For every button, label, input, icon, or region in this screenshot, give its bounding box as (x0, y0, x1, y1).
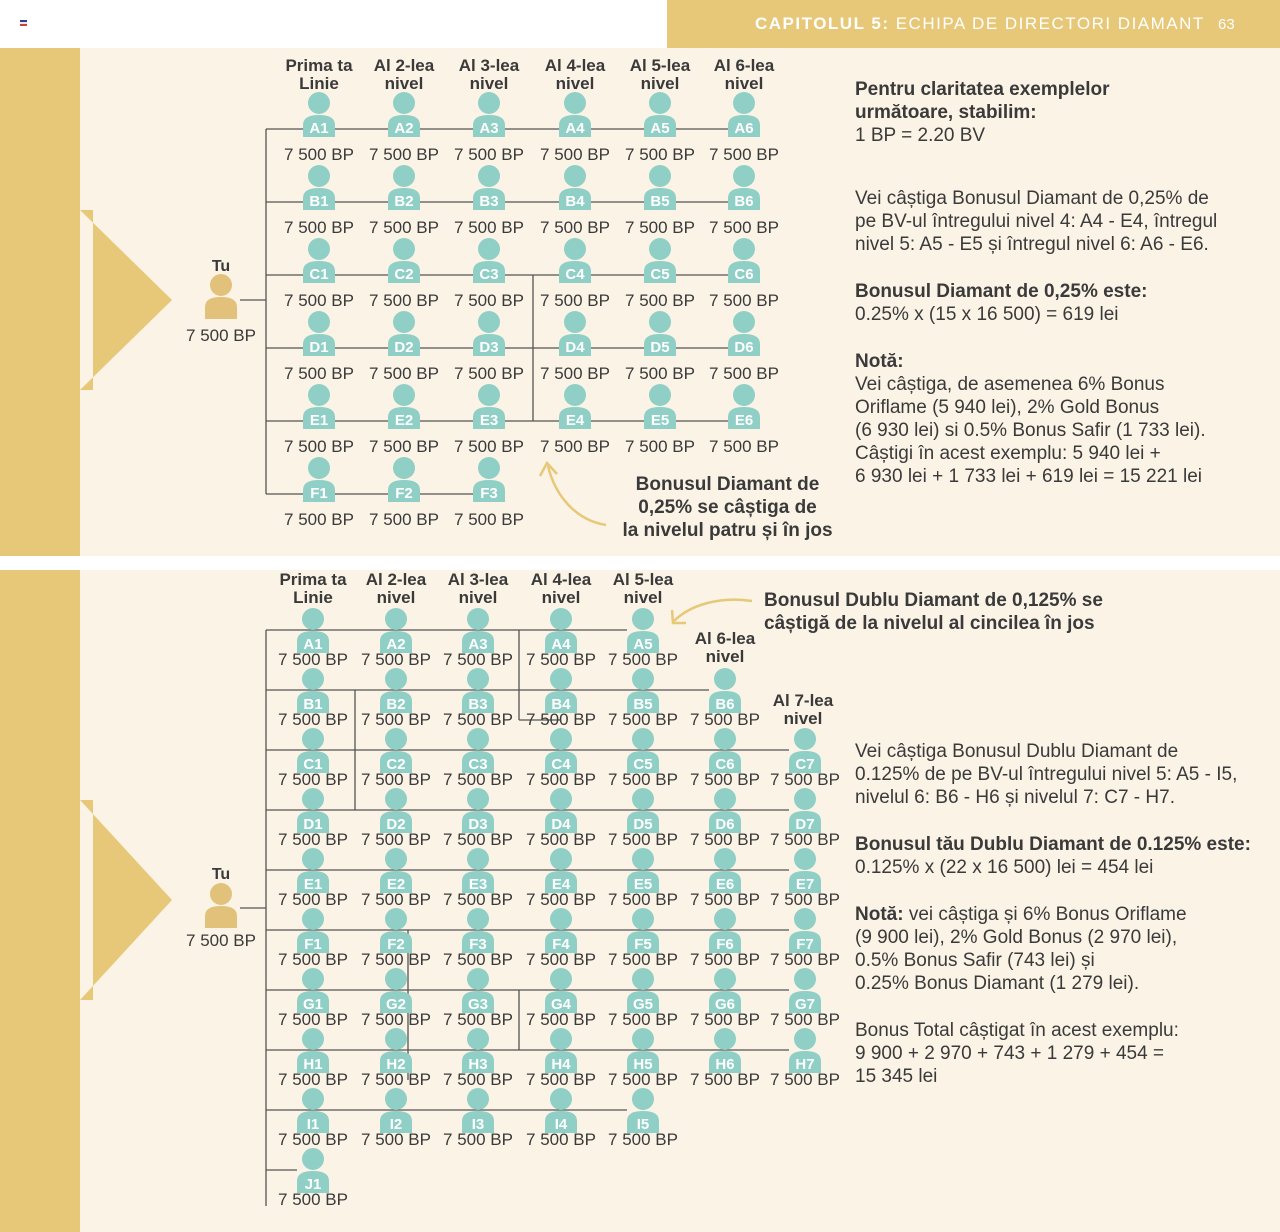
member-node-icon (789, 968, 821, 1013)
member-bp: 7 500 BP (278, 1130, 348, 1149)
member-node-icon (559, 311, 591, 356)
node-label: C2 (386, 756, 406, 773)
node-label: B4 (565, 193, 585, 210)
node-label: B4 (551, 696, 571, 713)
member-bp: 7 500 BP (608, 830, 678, 849)
member-bp: 7 500 BP (361, 830, 431, 849)
para-3-bold: Notă: (855, 351, 904, 372)
member-node-icon (789, 848, 821, 893)
member-bp: 7 500 BP (454, 510, 524, 529)
member-node-icon (303, 238, 335, 283)
node-label: B2 (394, 193, 414, 210)
member-bp: 7 500 BP (361, 890, 431, 909)
para-3: Vei câștiga, de asemenea 6% Bonus Oriflame (5 940 lei), 2% Gold Bonus (6 930 lei) si 0.5% Bonus Safir (1 733 lei). Câștigi în acest exemplu: 5 940 lei + 6 930 lei + 1 733 lei + 619 lei = 15 221 lei (855, 374, 1206, 487)
node-label: H7 (795, 1056, 815, 1073)
node-label: I3 (471, 1116, 485, 1133)
member-bp: 7 500 BP (284, 364, 354, 383)
level-header: Al 4-lea (544, 56, 606, 75)
node-label: D1 (303, 816, 323, 833)
member-node-icon (303, 311, 335, 356)
para-1: Vei câștiga Bonusul Dublu Diamant de 0.125% de pe BV-ul întregului nivel 5: A5 - I5, nivelul 6: B6 - H6 și nivelul 7: C7 - H7. (855, 741, 1238, 808)
member-bp: 7 500 BP (690, 890, 760, 909)
you-person-icon (205, 274, 237, 319)
node-label: D6 (715, 816, 735, 833)
member-bp: 7 500 BP (284, 291, 354, 310)
member-node-icon (728, 384, 760, 429)
para-2-bold: Bonusul Diamant de 0,25% este: (855, 281, 1148, 302)
node-label: E5 (633, 876, 653, 893)
member-bp: 7 500 BP (278, 770, 348, 789)
member-bp: 7 500 BP (443, 890, 513, 909)
member-bp: 7 500 BP (361, 650, 431, 669)
node-label: E1 (303, 876, 323, 893)
node-label: F3 (469, 936, 487, 953)
panel2-chevron-shape (80, 800, 172, 1000)
member-bp: 7 500 BP (709, 364, 779, 383)
member-bp: 7 500 BP (690, 710, 760, 729)
member-bp: 7 500 BP (770, 1010, 840, 1029)
you-label: Tu (211, 866, 231, 883)
member-bp: 7 500 BP (278, 710, 348, 729)
node-label: G6 (714, 996, 736, 1013)
node-label: C7 (795, 756, 815, 773)
text-block-2 (855, 740, 1270, 1088)
member-node-icon (559, 92, 591, 137)
node-label: D6 (734, 339, 754, 356)
member-bp: 7 500 BP (770, 830, 840, 849)
member-bp: 7 500 BP (770, 890, 840, 909)
member-bp: 7 500 BP (540, 218, 610, 237)
member-bp: 7 500 BP (526, 770, 596, 789)
member-node-icon (388, 165, 420, 210)
member-bp: 7 500 BP (540, 291, 610, 310)
node-label: F4 (552, 936, 570, 953)
node-label: H5 (633, 1056, 653, 1073)
member-node-icon (303, 92, 335, 137)
member-bp: 7 500 BP (443, 710, 513, 729)
member-bp: 7 500 BP (443, 830, 513, 849)
member-node-icon (644, 384, 676, 429)
member-bp: 7 500 BP (278, 650, 348, 669)
node-label: C1 (303, 756, 323, 773)
level-header: Al 2-lea (365, 570, 427, 589)
node-label: F5 (634, 936, 652, 953)
member-bp: 7 500 BP (709, 218, 779, 237)
level-header: nivel (783, 709, 823, 728)
member-bp: 7 500 BP (284, 218, 354, 237)
node-label: B5 (633, 696, 653, 713)
node-label: E4 (565, 412, 585, 429)
member-node-icon (789, 728, 821, 773)
member-node-icon (627, 608, 659, 653)
page-number: 63 (1218, 16, 1235, 33)
node-label: I2 (389, 1116, 403, 1133)
member-bp: 7 500 BP (625, 218, 695, 237)
member-node-icon (789, 908, 821, 953)
node-label: E3 (468, 876, 488, 893)
node-label: C4 (551, 756, 571, 773)
node-label: C5 (633, 756, 653, 773)
member-node-icon (559, 238, 591, 283)
member-bp: 7 500 BP (454, 145, 524, 164)
member-node-icon (388, 457, 420, 502)
member-node-icon (728, 238, 760, 283)
member-bp: 7 500 BP (443, 770, 513, 789)
node-label: D3 (468, 816, 488, 833)
node-label: H6 (715, 1056, 735, 1073)
node-label: G2 (385, 996, 407, 1013)
node-label: B1 (309, 193, 329, 210)
member-bp: 7 500 BP (608, 1130, 678, 1149)
level-header: Al 3-lea (458, 56, 520, 75)
node-label: E1 (309, 412, 329, 429)
intro-bold: Pentru claritatea exemplelor următoare, stabilim: (855, 79, 1110, 123)
member-bp: 7 500 BP (526, 1010, 596, 1029)
member-bp: 7 500 BP (278, 950, 348, 969)
node-label: I4 (554, 1116, 568, 1133)
member-bp: 7 500 BP (369, 364, 439, 383)
level-header: Prima ta (279, 570, 347, 589)
member-node-icon (388, 92, 420, 137)
node-label: B3 (468, 696, 488, 713)
member-node-icon (644, 238, 676, 283)
node-label: E4 (551, 876, 571, 893)
node-label: A1 (303, 636, 323, 653)
node-label: G1 (302, 996, 324, 1013)
node-label: D7 (795, 816, 815, 833)
you-person-icon (205, 883, 237, 928)
member-bp: 7 500 BP (526, 830, 596, 849)
level-header: nivel (541, 588, 581, 607)
member-node-icon (473, 238, 505, 283)
node-label: A5 (650, 120, 670, 137)
member-bp: 7 500 BP (361, 710, 431, 729)
member-bp: 7 500 BP (540, 364, 610, 383)
node-label: D2 (386, 816, 406, 833)
member-node-icon (627, 1088, 659, 1133)
node-label: E7 (795, 876, 815, 893)
level-header: nivel (640, 74, 680, 93)
member-bp: 7 500 BP (770, 1070, 840, 1089)
para-1: Vei câștiga Bonusul Diamant de 0,25% de pe BV-ul întregului nivel 4: A4 - E4, întregul nivel 5: A5 - E5 și întregul nivel 6: A6 - E6. (855, 188, 1218, 255)
member-bp: 7 500 BP (625, 291, 695, 310)
node-label: A2 (386, 636, 406, 653)
member-node-icon (303, 165, 335, 210)
node-label: C1 (309, 266, 329, 283)
member-bp: 7 500 BP (770, 950, 840, 969)
member-bp: 7 500 BP (608, 1070, 678, 1089)
para-3-rest: vei câștiga și 6% Bonus Oriflame (9 900 lei), 2% Gold Bonus (2 970 lei), 0.5% Bonus Safir (743 lei) și 0.25% Bonus Diamant (1 279 lei). (855, 904, 1187, 994)
node-label: G7 (794, 996, 816, 1013)
node-label: A3 (468, 636, 488, 653)
member-bp: 7 500 BP (369, 437, 439, 456)
you-label: Tu (211, 258, 231, 275)
member-node-icon (388, 384, 420, 429)
member-node-icon (473, 92, 505, 137)
level-header: Linie (299, 74, 339, 93)
member-bp: 7 500 BP (709, 437, 779, 456)
node-label: D5 (633, 816, 653, 833)
node-label: E3 (479, 412, 499, 429)
member-bp: 7 500 BP (625, 437, 695, 456)
node-label: D4 (551, 816, 571, 833)
member-bp: 7 500 BP (540, 145, 610, 164)
node-label: B3 (479, 193, 499, 210)
node-label: H2 (386, 1056, 406, 1073)
node-label: F1 (304, 936, 322, 953)
member-bp: 7 500 BP (361, 950, 431, 969)
level-header: Al 2-lea (373, 56, 435, 75)
panel1-chevron-shape (80, 210, 172, 390)
para-3 (855, 903, 1270, 995)
node-label: E2 (386, 876, 406, 893)
member-bp: 7 500 BP (278, 890, 348, 909)
node-label: B2 (386, 696, 406, 713)
member-bp: 7 500 BP (369, 510, 439, 529)
node-label: B6 (734, 193, 754, 210)
member-bp: 7 500 BP (690, 770, 760, 789)
intro-rate: 1 BP = 2.20 BV (855, 125, 986, 146)
level-header: nivel (623, 588, 663, 607)
member-bp: 7 500 BP (454, 218, 524, 237)
level-header: Al 7-lea (772, 691, 834, 710)
node-label: J1 (304, 1176, 322, 1193)
node-label: A2 (394, 120, 414, 137)
member-bp: 7 500 BP (278, 830, 348, 849)
node-label: E6 (715, 876, 735, 893)
member-node-icon (297, 1148, 329, 1193)
member-bp: 7 500 BP (608, 1010, 678, 1029)
chapter-title-rest: ECHIPA DE DIRECTORI DIAMANT (889, 14, 1205, 33)
member-bp: 7 500 BP (526, 650, 596, 669)
node-label: F1 (310, 485, 328, 502)
member-bp: 7 500 BP (625, 364, 695, 383)
node-label: D1 (309, 339, 329, 356)
member-bp: 7 500 BP (526, 1070, 596, 1089)
member-bp: 7 500 BP (526, 890, 596, 909)
member-bp: 7 500 BP (284, 510, 354, 529)
node-label: H1 (303, 1056, 323, 1073)
member-bp: 7 500 BP (369, 291, 439, 310)
member-bp: 7 500 BP (361, 1070, 431, 1089)
member-node-icon (303, 457, 335, 502)
member-node-icon (789, 1028, 821, 1073)
node-label: B6 (715, 696, 735, 713)
member-bp: 7 500 BP (284, 145, 354, 164)
node-label: G5 (632, 996, 654, 1013)
node-label: F2 (395, 485, 413, 502)
node-label: D4 (565, 339, 585, 356)
member-bp: 7 500 BP (284, 437, 354, 456)
member-node-icon (644, 165, 676, 210)
member-bp: 7 500 BP (608, 950, 678, 969)
node-label: I5 (636, 1116, 650, 1133)
para-3-bold: Notă: (855, 904, 904, 925)
member-node-icon (559, 384, 591, 429)
member-node-icon (473, 457, 505, 502)
member-node-icon (709, 668, 741, 713)
member-bp: 7 500 BP (443, 950, 513, 969)
node-label: A5 (633, 636, 653, 653)
node-label: G4 (550, 996, 572, 1013)
member-bp: 7 500 BP (608, 650, 678, 669)
text-block-1 (855, 78, 1265, 488)
member-bp: 7 500 BP (526, 950, 596, 969)
node-label: G3 (467, 996, 489, 1013)
node-label: H3 (468, 1056, 488, 1073)
level-header: nivel (458, 588, 498, 607)
member-node-icon (728, 165, 760, 210)
para-2: 0.125% x (22 x 16 500) lei = 454 lei (855, 857, 1154, 878)
member-node-icon (388, 238, 420, 283)
you-bp: 7 500 BP (186, 326, 256, 345)
node-label: H4 (551, 1056, 571, 1073)
node-label: C3 (468, 756, 488, 773)
member-node-icon (728, 311, 760, 356)
diamond-callout: Bonusul Diamant de 0,25% se câștiga de la nivelul patru și în jos (622, 474, 833, 541)
node-label: F3 (480, 485, 498, 502)
member-node-icon (644, 92, 676, 137)
node-label: B1 (303, 696, 323, 713)
member-bp: 7 500 BP (625, 145, 695, 164)
member-bp: 7 500 BP (540, 437, 610, 456)
level-header: Prima ta (285, 56, 353, 75)
member-bp: 7 500 BP (278, 1190, 348, 1209)
level-header: Al 4-lea (530, 570, 592, 589)
member-bp: 7 500 BP (690, 950, 760, 969)
member-bp: 7 500 BP (690, 1070, 760, 1089)
para-2: 0.25% x (15 x 16 500) = 619 lei (855, 304, 1119, 325)
chapter-title-bold: CAPITOLUL 5: (755, 14, 890, 33)
member-bp: 7 500 BP (443, 650, 513, 669)
member-node-icon (559, 165, 591, 210)
member-bp: 7 500 BP (690, 1010, 760, 1029)
level-header: Al 5-lea (629, 56, 691, 75)
node-label: I1 (306, 1116, 320, 1133)
node-label: A6 (734, 120, 754, 137)
node-label: C6 (734, 266, 754, 283)
node-label: D2 (394, 339, 414, 356)
member-bp: 7 500 BP (526, 710, 596, 729)
member-bp: 7 500 BP (361, 1010, 431, 1029)
curved-arrow-icon (548, 466, 606, 525)
member-node-icon (388, 311, 420, 356)
node-label: E6 (734, 412, 754, 429)
level-header: nivel (384, 74, 424, 93)
node-label: C4 (565, 266, 585, 283)
member-bp: 7 500 BP (278, 1010, 348, 1029)
member-node-icon (473, 165, 505, 210)
level-header: Linie (293, 588, 333, 607)
level-header: Al 6-lea (713, 56, 775, 75)
member-bp: 7 500 BP (443, 1130, 513, 1149)
member-bp: 7 500 BP (369, 145, 439, 164)
tree2-labels (186, 570, 840, 1209)
node-label: A4 (551, 636, 571, 653)
para-2-bold: Bonusul tău Dublu Diamant de 0.125% este: (855, 834, 1251, 855)
you-bp: 7 500 BP (186, 931, 256, 950)
member-bp: 7 500 BP (454, 437, 524, 456)
member-bp: 7 500 BP (608, 890, 678, 909)
node-label: A1 (309, 120, 329, 137)
node-label: C2 (394, 266, 414, 283)
member-bp: 7 500 BP (361, 770, 431, 789)
para-4: Bonus Total câștigat în acest exemplu: 9 900 + 2 970 + 743 + 1 279 + 454 = 15 345 lei (855, 1020, 1179, 1087)
node-label: F2 (387, 936, 405, 953)
member-node-icon (473, 311, 505, 356)
node-label: F7 (796, 936, 814, 953)
node-label: C5 (650, 266, 670, 283)
member-bp: 7 500 BP (361, 1130, 431, 1149)
level-header: Al 5-lea (612, 570, 674, 589)
member-bp: 7 500 BP (278, 1070, 348, 1089)
member-node-icon (789, 788, 821, 833)
member-node-icon (644, 311, 676, 356)
member-bp: 7 500 BP (443, 1070, 513, 1089)
member-node-icon (728, 92, 760, 137)
node-label: A4 (565, 120, 585, 137)
member-node-icon (473, 384, 505, 429)
member-bp: 7 500 BP (608, 710, 678, 729)
level-header: nivel (376, 588, 416, 607)
node-label: C6 (715, 756, 735, 773)
member-bp: 7 500 BP (443, 1010, 513, 1029)
double-diamond-callout: Bonusul Dublu Diamant de 0,125% se câștigă de la nivelul al cincilea în jos (764, 590, 1103, 634)
level-header: nivel (724, 74, 764, 93)
member-node-icon (303, 384, 335, 429)
member-bp: 7 500 BP (454, 364, 524, 383)
member-bp: 7 500 BP (709, 145, 779, 164)
member-bp: 7 500 BP (608, 770, 678, 789)
node-label: A3 (479, 120, 499, 137)
node-label: C3 (479, 266, 499, 283)
node-label: B5 (650, 193, 670, 210)
node-label: E5 (650, 412, 670, 429)
node-label: E2 (394, 412, 414, 429)
member-bp: 7 500 BP (526, 1130, 596, 1149)
member-bp: 7 500 BP (709, 291, 779, 310)
level-header: nivel (469, 74, 509, 93)
curved-arrow-icon (674, 600, 752, 621)
node-label: D5 (650, 339, 670, 356)
node-label: F6 (716, 936, 734, 953)
level-header: Al 6-lea (694, 629, 756, 648)
member-bp: 7 500 BP (369, 218, 439, 237)
member-bp: 7 500 BP (690, 830, 760, 849)
member-bp: 7 500 BP (454, 291, 524, 310)
member-bp: 7 500 BP (770, 770, 840, 789)
level-header: nivel (705, 647, 745, 666)
level-header: Al 3-lea (447, 570, 509, 589)
level-header: nivel (555, 74, 595, 93)
node-label: D3 (479, 339, 499, 356)
